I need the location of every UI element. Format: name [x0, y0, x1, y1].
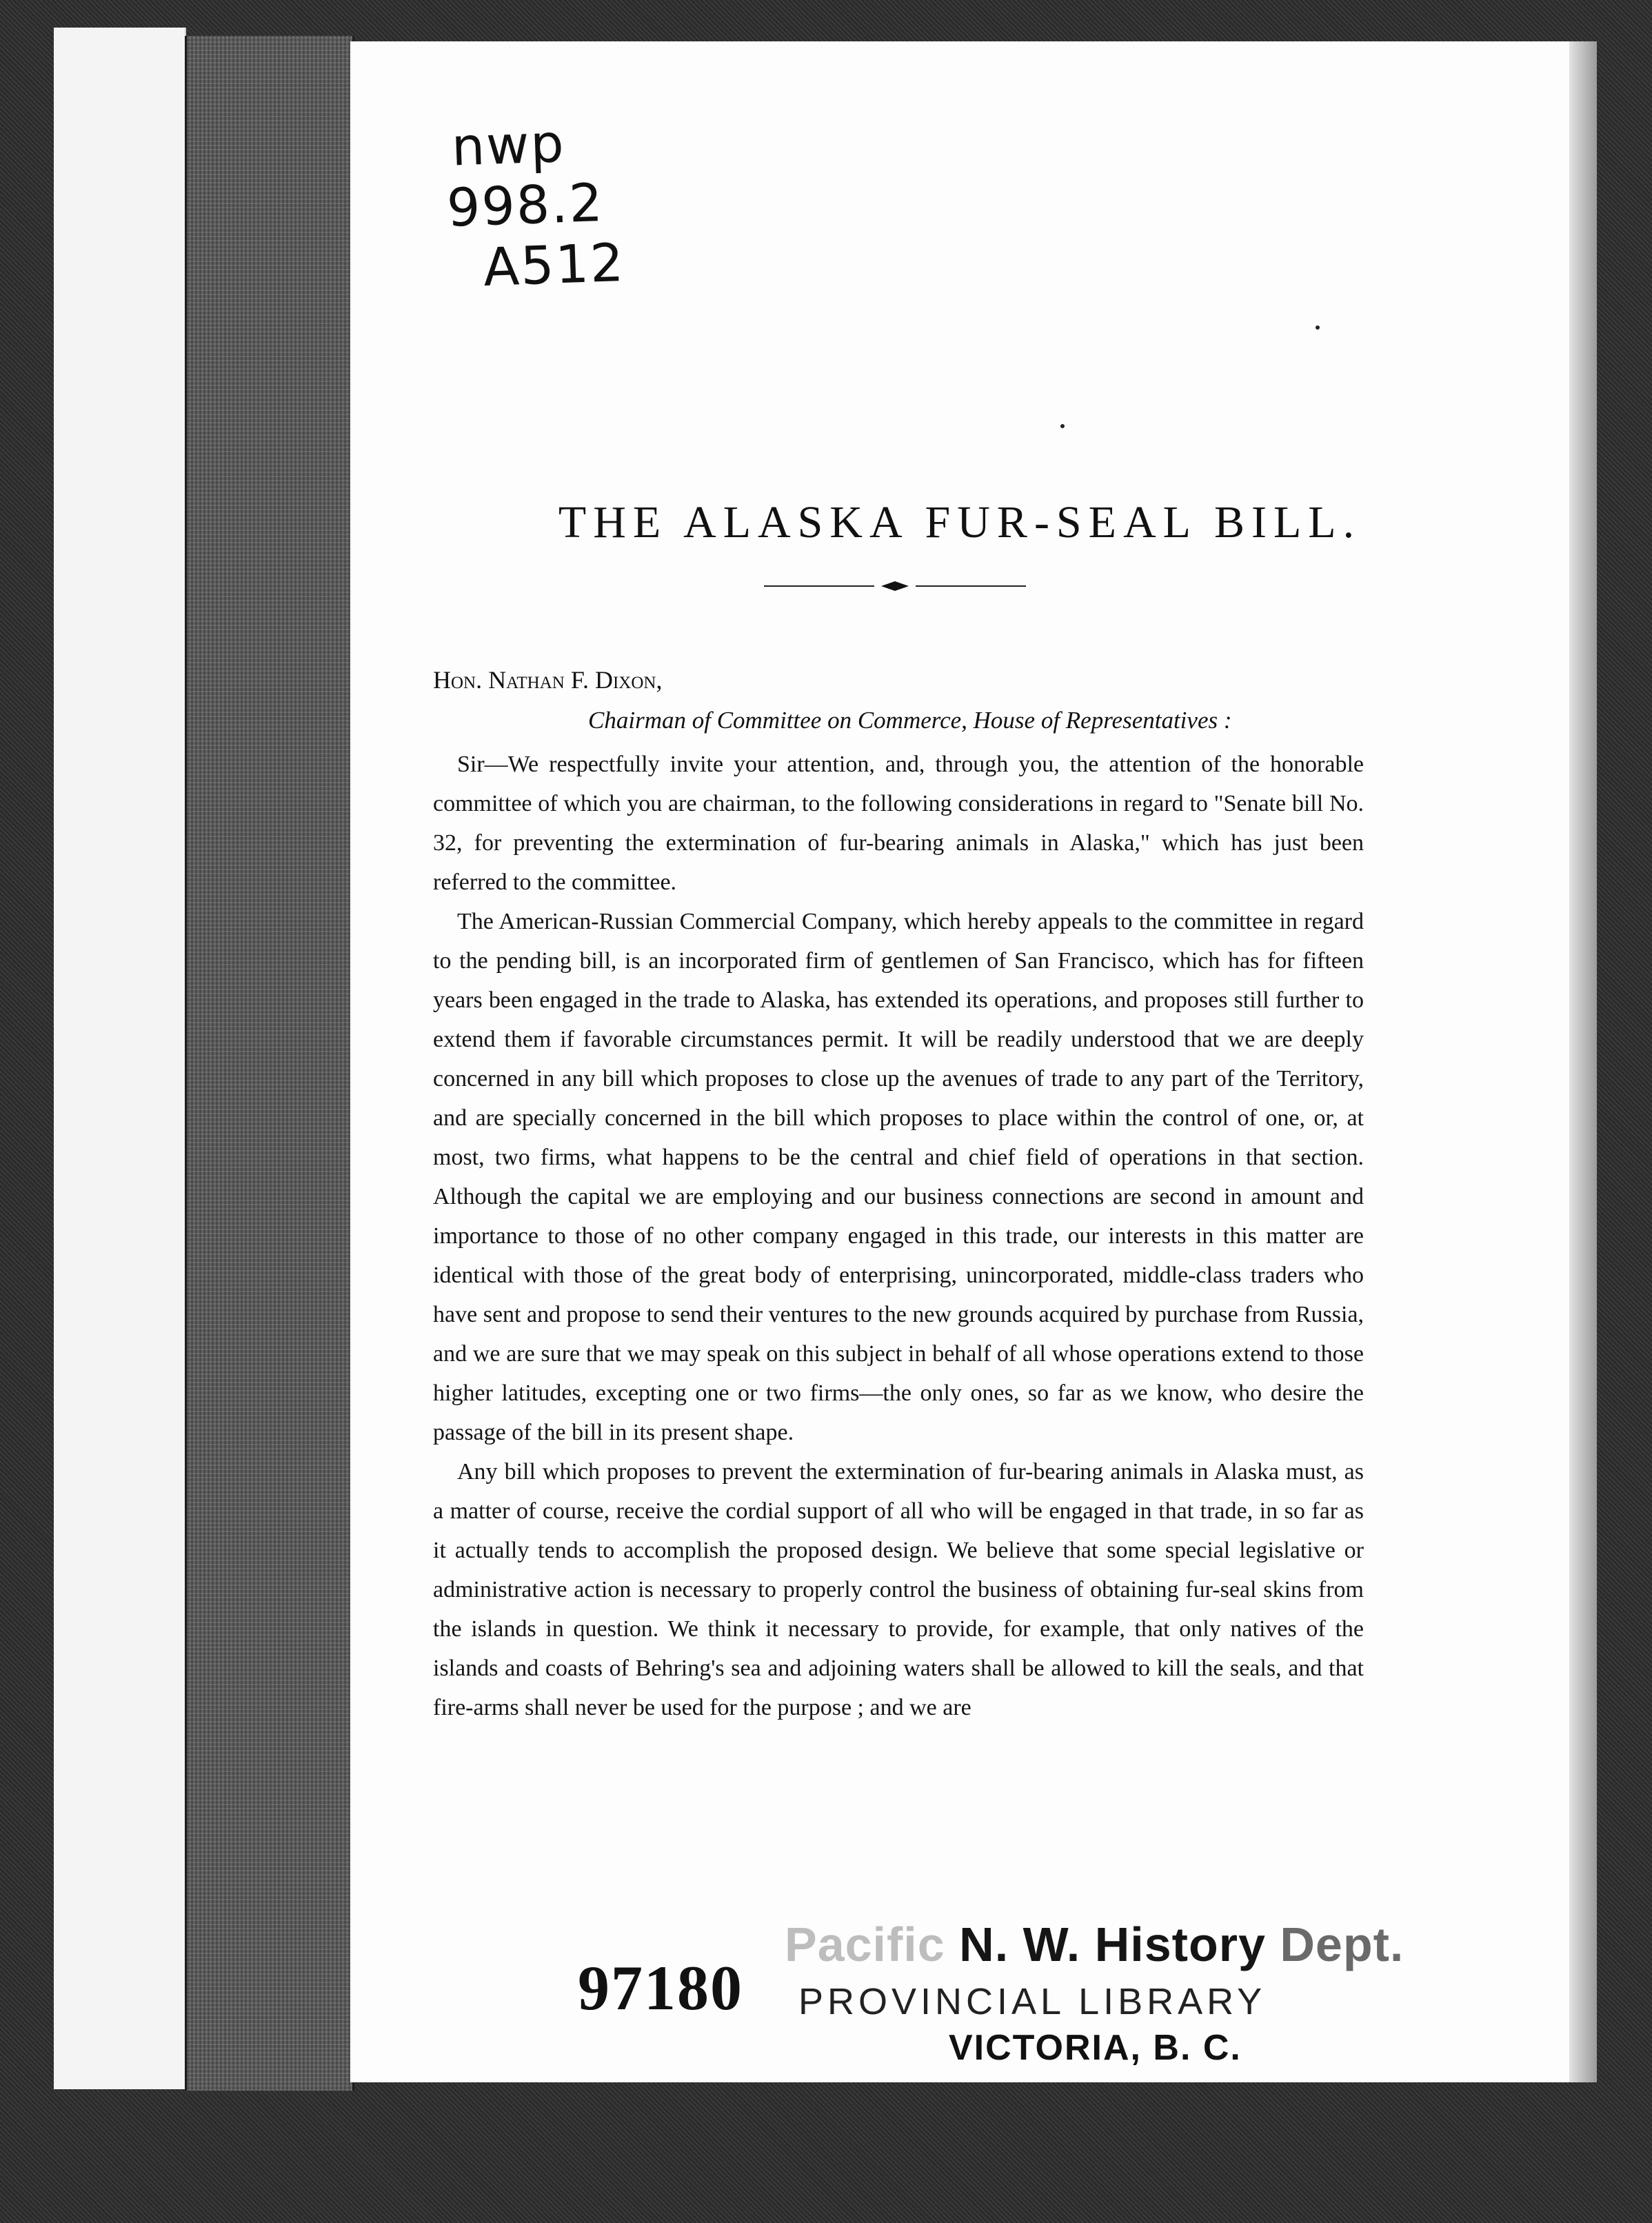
paragraph: Sir—We respectfully invite your attention, and, through you, the attention of the honorable committee of which you are chairman, to the following considerations in regard to "Senate bill No. 32, for preventing the extermination of fur-bearing animals in Alaska," which has just been referred to the committee. [433, 752, 1364, 895]
department-stamp-main: N. W. History [959, 1918, 1266, 1971]
page-edge-shadow [1569, 41, 1597, 2082]
paragraph: Any bill which proposes to prevent the extermination of fur-bearing animals in Alaska must, as a matter of course, receive the cordial support of all who will be engaged in that trade, in so far as it actually tends to accomplish the proposed design. We believe that some special legislative or administrative action is necessary to properly control the business of obtaining fur-seal skins from the islands in question. We think it necessary to provide, for example, that only natives of the islands and coasts of Behring's sea and adjoining waters shall be allowed to kill the seals, and that fire-arms shall never be used for the purpose ; and we are [433, 1459, 1364, 1720]
department-stamp-faded-word: Pacific [785, 1918, 945, 1971]
handwritten-shelfmark [445, 111, 636, 299]
shelfmark-line-1: nwp [450, 112, 567, 178]
ink-speck [1060, 424, 1065, 428]
department-stamp-tail: Dept. [1280, 1918, 1404, 1971]
addressee-position: Chairman of Committee on Commerce, House of Representatives : [588, 707, 1232, 734]
endpaper-sheet [54, 28, 186, 2089]
letter-body [433, 745, 1364, 1727]
accession-number-stamp: 97180 [578, 1953, 743, 2023]
shelfmark-line-2: 998.2 [445, 171, 605, 239]
library-stamp: PROVINCIAL LIBRARY [798, 1981, 1267, 2022]
paragraph: The American-Russian Commercial Company, which hereby appeals to the committee in regard to the pending bill, is an incorporated firm of gentlemen of San Francisco, which has for fifteen years been engaged in the trade to Alaska, has extended its operations, and proposes still further to extend them if favorable circumstances permit. It will be readily understood that we are deeply concerned in any bill which proposes to close up the avenues of trade to any part of the Territory, and are specially concerned in the bill which proposes to place within the control of one, or, at most, two firms, what happens to be the central and chief field of operations in that section. Although the capital we are employing and our business connections are second in amount and importance to those of no other company engaged in this trade, our interests in this matter are identical with those of the great body of enterprising, unincorporated, middle-class traders who have sent and propose to send their ventures to the new grounds acquired by purchase from Russia, and we are sure that we may speak on this subject in behalf of all whose operations extend to those higher latitudes, excepting one or two firms—the only ones, so far as we know, who desire the passage of the bill in its present shape. [433, 909, 1364, 1445]
title-ornament-rule [764, 579, 1026, 593]
ink-speck [1316, 325, 1320, 330]
document-page [350, 41, 1569, 2082]
department-stamp [785, 1917, 1404, 1972]
cloth-binding-spine [185, 36, 354, 2091]
document-title: THE ALASKA FUR-SEAL BILL. [558, 497, 1362, 547]
shelfmark-line-3: A512 [482, 231, 626, 299]
addressee-name: Hon. Nathan F. Dixon, [433, 666, 663, 694]
library-city-stamp: VICTORIA, B. C. [949, 2028, 1242, 2068]
